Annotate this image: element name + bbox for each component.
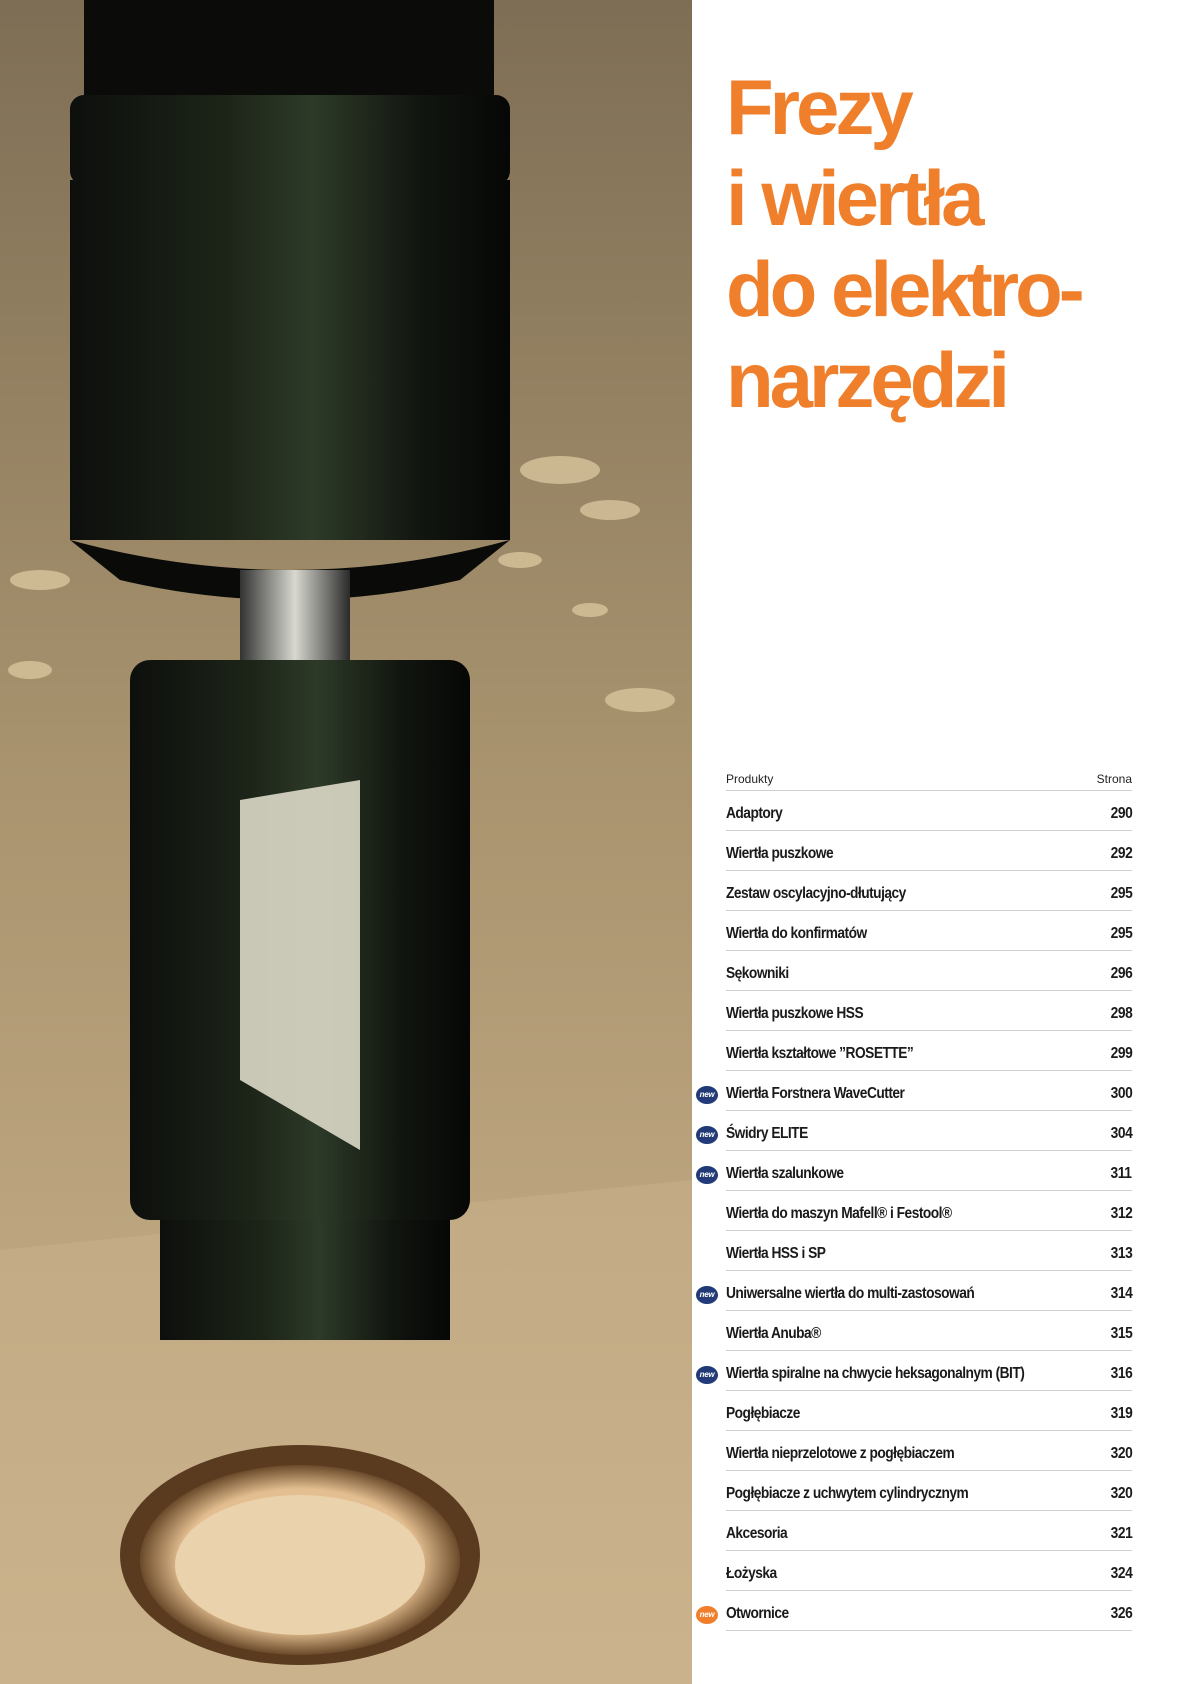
toc-row[interactable]: [726, 1471, 1132, 1511]
toc-item-page: 314: [1110, 1285, 1132, 1302]
toc-item-page: 315: [1110, 1325, 1132, 1342]
toc-item-page: 311: [1110, 1165, 1132, 1182]
title-line: Frezy: [726, 63, 910, 151]
toc-item-page: 320: [1110, 1445, 1132, 1462]
new-badge-icon: new: [696, 1286, 718, 1304]
table-of-contents: [696, 770, 1132, 1631]
toc-item-name: Adaptory: [726, 805, 783, 822]
toc-header-products: Produkty: [726, 772, 774, 786]
toc-row[interactable]: [726, 1551, 1132, 1591]
toc-item-name: Wiertła puszkowe HSS: [726, 1005, 864, 1022]
toc-row[interactable]: [699, 1271, 1132, 1311]
toc-item-name: Wiertła szalunkowe: [726, 1165, 844, 1182]
toc-item-page: 299: [1110, 1045, 1132, 1062]
toc-item-name: Wiertła HSS i SP: [726, 1245, 826, 1262]
toc-item-name: Wiertła kształtowe ”ROSETTE”: [726, 1045, 914, 1062]
toc-item-name: Łożyska: [726, 1565, 777, 1582]
title-line: narzędzi: [726, 336, 1007, 424]
toc-item-page: 296: [1110, 965, 1132, 982]
toc-header-page: Strona: [1096, 772, 1132, 786]
toc-item-name: Wiertła Anuba®: [726, 1325, 821, 1342]
toc-row[interactable]: [726, 1431, 1132, 1471]
toc-item-name: Świdry ELITE: [726, 1125, 808, 1142]
toc-item-name: Pogłębiacze: [726, 1405, 800, 1422]
toc-list: [696, 791, 1132, 1631]
toc-item-name: Wiertła Forstnera WaveCutter: [726, 1085, 905, 1102]
toc-item-page: 295: [1110, 885, 1132, 902]
toc-header: [726, 770, 1132, 791]
toc-item-name: Akcesoria: [726, 1525, 788, 1542]
toc-row[interactable]: [726, 871, 1132, 911]
toc-row[interactable]: [699, 1351, 1132, 1391]
toc-item-name: Wiertła spiralne na chwycie heksagonalnym (BIT): [726, 1365, 1025, 1382]
toc-item-page: 292: [1110, 845, 1132, 862]
toc-item-page: 316: [1110, 1365, 1132, 1382]
toc-item-page: 320: [1110, 1485, 1132, 1502]
toc-row[interactable]: [726, 791, 1132, 831]
toc-item-name: Uniwersalne wiertła do multi-zastosowań: [726, 1285, 975, 1302]
toc-item-page: 313: [1110, 1245, 1132, 1262]
toc-item-page: 326: [1110, 1605, 1132, 1622]
toc-item-name: Wiertła nieprzelotowe z pogłębiaczem: [726, 1445, 955, 1462]
toc-row[interactable]: [699, 1111, 1132, 1151]
toc-row[interactable]: [726, 831, 1132, 871]
toc-item-page: 321: [1110, 1525, 1132, 1542]
toc-row[interactable]: [699, 1591, 1132, 1631]
new-badge-icon: new: [696, 1166, 718, 1184]
toc-item-name: Wiertła puszkowe: [726, 845, 834, 862]
toc-row[interactable]: [699, 1071, 1132, 1111]
toc-item-page: 319: [1110, 1405, 1132, 1422]
new-badge-icon: new: [696, 1606, 718, 1624]
toc-row[interactable]: [726, 1031, 1132, 1071]
toc-item-page: 324: [1110, 1565, 1132, 1582]
page-title: [726, 62, 1146, 426]
title-line: do elektro-: [726, 245, 1081, 333]
title-line: i wiertła: [726, 154, 981, 242]
toc-row[interactable]: [726, 1311, 1132, 1351]
toc-row[interactable]: [726, 991, 1132, 1031]
toc-item-name: Wiertła do konfirmatów: [726, 925, 867, 942]
toc-row[interactable]: [726, 1391, 1132, 1431]
toc-item-page: 298: [1110, 1005, 1132, 1022]
toc-item-name: Zestaw oscylacyjno-dłutujący: [726, 885, 906, 902]
new-badge-icon: new: [696, 1366, 718, 1384]
new-badge-icon: new: [696, 1126, 718, 1144]
toc-row[interactable]: [726, 951, 1132, 991]
toc-row[interactable]: [726, 1231, 1132, 1271]
toc-item-name: Pogłębiacze z uchwytem cylindrycznym: [726, 1485, 969, 1502]
toc-row[interactable]: [726, 1511, 1132, 1551]
toc-row[interactable]: [726, 911, 1132, 951]
toc-item-page: 290: [1110, 805, 1132, 822]
toc-item-page: 300: [1110, 1085, 1132, 1102]
toc-item-name: Wiertła do maszyn Mafell® i Festool®: [726, 1205, 952, 1222]
new-badge-icon: new: [696, 1086, 718, 1104]
toc-item-name: Otwornice: [726, 1605, 789, 1622]
toc-row[interactable]: [699, 1151, 1132, 1191]
toc-item-name: Sękowniki: [726, 965, 789, 982]
toc-item-page: 304: [1110, 1125, 1132, 1142]
toc-item-page: 295: [1110, 925, 1132, 942]
toc-row[interactable]: [726, 1191, 1132, 1231]
toc-item-page: 312: [1110, 1205, 1132, 1222]
